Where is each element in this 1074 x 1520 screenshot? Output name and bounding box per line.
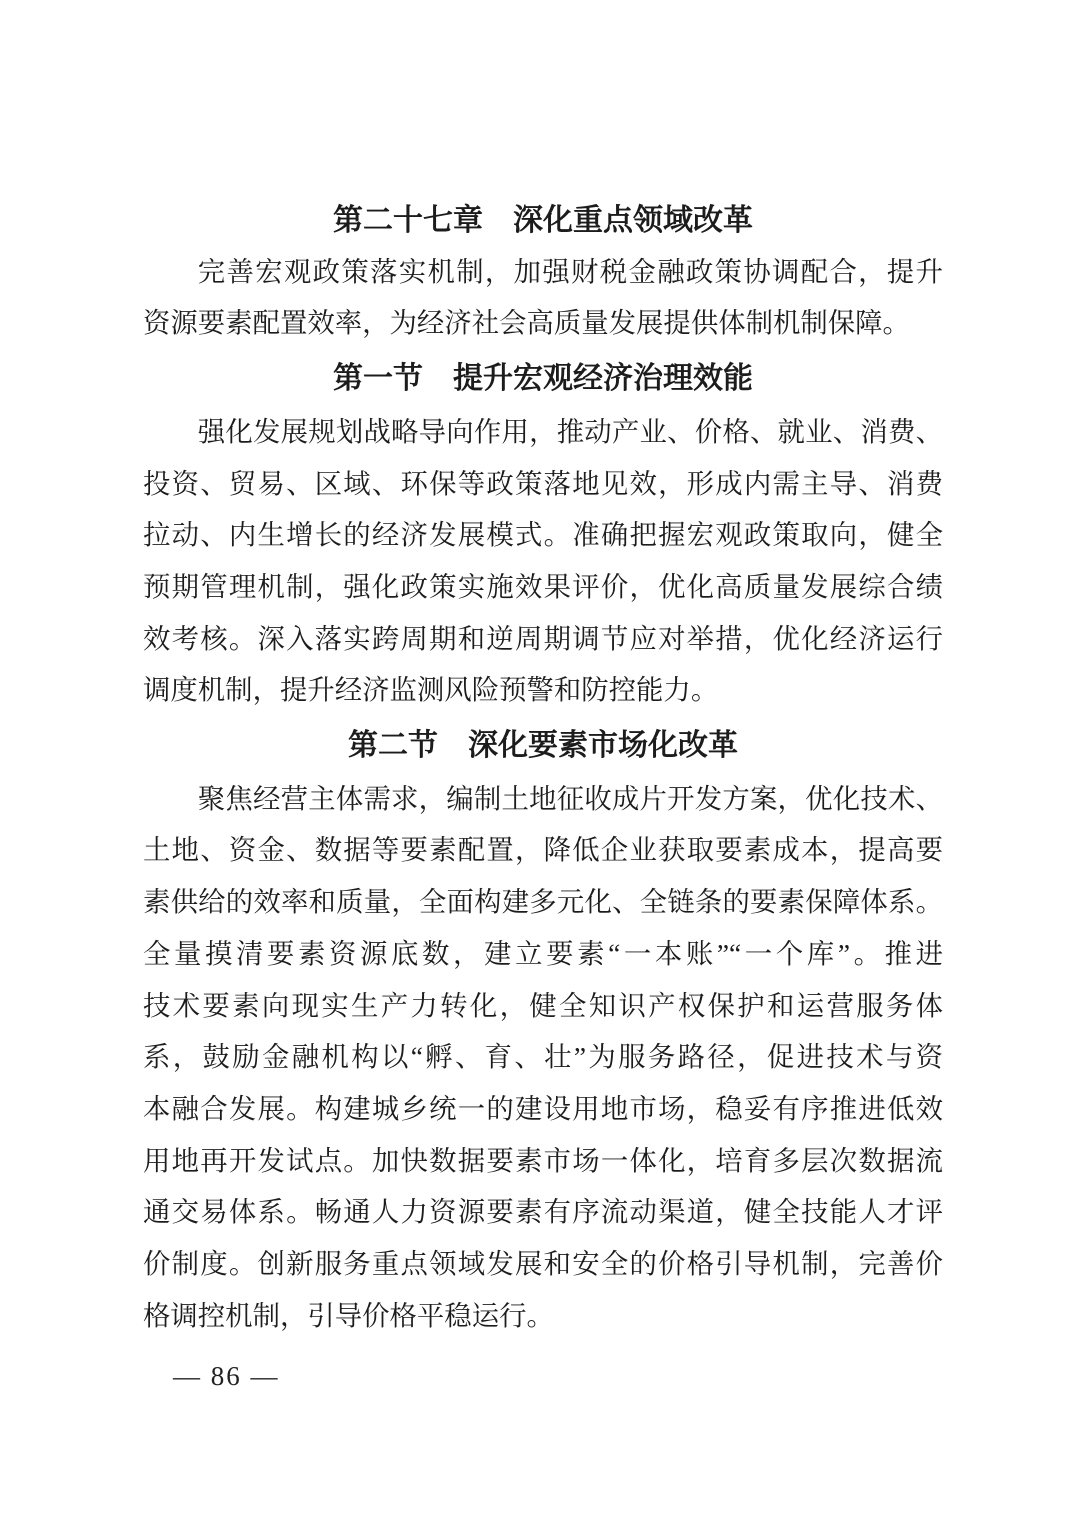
- text-line: 聚焦经营主体需求，编制土地征收成片开发方案，优化技术、: [197, 783, 943, 814]
- chapter-intro-paragraph: [143, 247, 943, 350]
- section-paragraph-2: [143, 774, 943, 1343]
- text-line: 格调控机制，引导价格平稳运行。: [143, 1300, 554, 1331]
- section-paragraph-1: [143, 407, 943, 717]
- text-line: 土地、资金、数据等要素配置，降低企业获取要素成本，提高要: [143, 835, 943, 866]
- text-line: 投资、贸易、区域、环保等政策落地见效，形成内需主导、消费: [143, 468, 943, 499]
- page-number: — 86 —: [173, 1361, 280, 1392]
- text-line: 完善宏观政策落实机制，加强财税金融政策协调配合，提升: [197, 256, 943, 287]
- text-line: 拉动、内生增长的经济发展模式。准确把握宏观政策取向，健全: [143, 520, 943, 551]
- text-line: 预期管理机制，强化政策实施效果评价，优化高质量发展综合绩: [143, 571, 943, 602]
- text-line: 用地再开发试点。加快数据要素市场一体化，培育多层次数据流: [143, 1145, 943, 1176]
- section-heading-2: 第二节 深化要素市场化改革: [348, 729, 738, 763]
- chapter-title: 第二十七章 深化重点领域改革: [333, 204, 753, 237]
- text-line: 素供给的效率和质量，全面构建多元化、全链条的要素保障体系。: [143, 887, 943, 918]
- text-line: 效考核。深入落实跨周期和逆周期调节应对举措，优化经济运行: [143, 623, 943, 654]
- text-line: 强化发展规划战略导向作用，推动产业、价格、就业、消费、: [197, 416, 943, 447]
- document-page: [143, 195, 943, 1402]
- text-line: 本融合发展。构建城乡统一的建设用地市场，稳妥有序推进低效: [143, 1093, 943, 1124]
- text-line: 技术要素向现实生产力转化，健全知识产权保护和运营服务体: [143, 990, 943, 1021]
- text-line: 价制度。创新服务重点领域发展和安全的价格引导机制，完善价: [143, 1249, 943, 1280]
- text-line: 系，鼓励金融机构以“孵、育、壮”为服务路径，促进技术与资: [143, 1042, 943, 1073]
- text-line: 全量摸清要素资源底数，建立要素“一本账”“一个库”。推进: [143, 938, 943, 969]
- text-line: 资源要素配置效率，为经济社会高质量发展提供体制机制保障。: [143, 308, 910, 339]
- section-heading-1: 第一节 提升宏观经济治理效能: [333, 362, 753, 396]
- text-line: 通交易体系。畅通人力资源要素有序流动渠道，健全技能人才评: [143, 1197, 943, 1228]
- text-line: 调度机制，提升经济监测风险预警和防控能力。: [143, 675, 719, 706]
